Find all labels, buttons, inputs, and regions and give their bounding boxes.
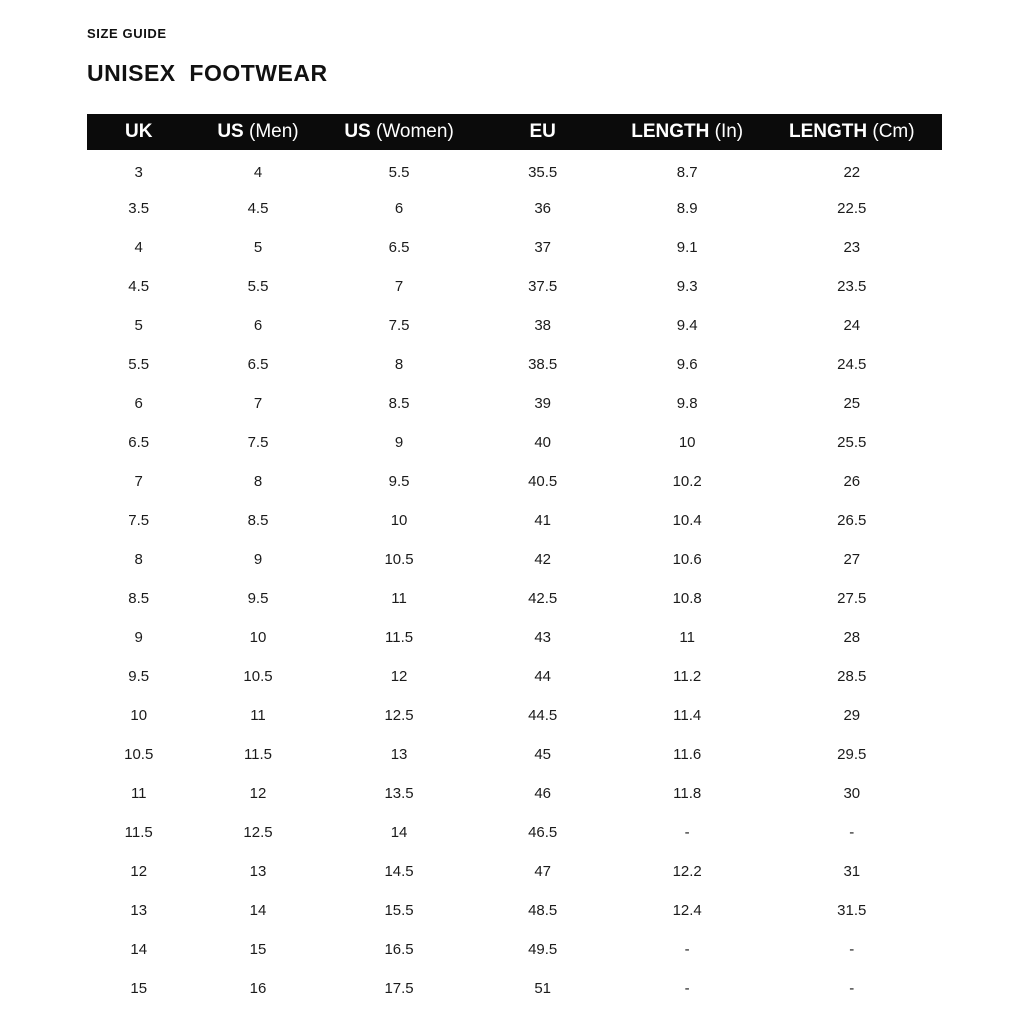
table-row [87, 267, 942, 306]
table-cell: 36 [534, 200, 552, 217]
table-cell: 9.8 [676, 395, 698, 412]
table-cell: 22.5 [837, 200, 867, 217]
table-cell: 12 [249, 785, 267, 802]
table-cell: 42.5 [528, 590, 558, 607]
column-header-uk [87, 114, 190, 150]
table-cell: 27.5 [837, 590, 867, 607]
table-cell: 6 [253, 317, 263, 334]
table-cell: 22 [843, 164, 861, 181]
table-cell: 43 [534, 629, 552, 646]
table-cell: 13 [390, 746, 408, 763]
table-row [87, 501, 942, 540]
table-cell: 25.5 [837, 434, 867, 451]
table-cell: 29 [843, 707, 861, 724]
table-cell: 8 [394, 356, 404, 373]
column-header-length-cm-label: LENGTH [788, 121, 868, 142]
table-cell: 10 [390, 512, 408, 529]
column-header-us-women-label: US [344, 121, 371, 142]
table-cell: 10 [249, 629, 267, 646]
table-row [87, 735, 942, 774]
table-cell: 9 [134, 629, 143, 646]
table-cell: 7 [253, 395, 263, 412]
table-cell: 31 [843, 863, 861, 880]
table-row [87, 618, 942, 657]
table-cell: 3 [134, 164, 143, 181]
table-cell: 11.4 [673, 707, 702, 724]
table-cell: 10.2 [672, 473, 702, 490]
column-header-length-cm: LENGTH (Cm) [788, 121, 915, 142]
table-cell: 46.5 [528, 824, 558, 841]
table-cell: 27 [843, 551, 861, 568]
table-cell: 28 [843, 629, 861, 646]
table-cell: 11.5 [243, 746, 273, 763]
table-cell: 10 [678, 434, 696, 451]
table-cell: 40 [534, 434, 552, 451]
table-cell: 42 [534, 551, 552, 568]
table-cell: 9 [394, 434, 404, 451]
table-cell: 12.5 [243, 824, 273, 841]
table-cell: 11.5 [385, 629, 414, 646]
table-cell: 6 [394, 200, 404, 217]
table-cell: 8.9 [676, 200, 698, 217]
table-cell: 26.5 [837, 512, 867, 529]
table-cell: 11 [130, 785, 147, 802]
table-row [87, 774, 942, 813]
table-row [87, 150, 942, 189]
table-cell: 38.5 [528, 356, 558, 373]
table-cell: 40.5 [528, 473, 558, 490]
table-cell: 11.2 [673, 668, 702, 685]
table-cell: 44 [534, 668, 552, 685]
table-cell: 23.5 [837, 278, 867, 295]
table-cell: 26 [843, 473, 861, 490]
table-cell: 38 [534, 317, 552, 334]
table-cell: 11 [250, 707, 266, 724]
table-cell: 8 [134, 551, 143, 568]
table-cell: 11 [679, 629, 695, 646]
table-cell: 5 [253, 239, 263, 256]
table-cell: 10.5 [243, 668, 273, 685]
table-cell: 15.5 [384, 902, 414, 919]
table-cell: - [849, 980, 855, 997]
table-cell: 7.5 [128, 512, 150, 529]
size-table [87, 114, 942, 1008]
table-cell: - [684, 980, 690, 997]
table-row [87, 306, 942, 345]
table-cell: 30 [843, 785, 861, 802]
table-cell: 10.4 [672, 512, 702, 529]
table-cell: 12.4 [672, 902, 702, 919]
table-cell: 9 [253, 551, 263, 568]
table-cell: 3.5 [128, 200, 150, 217]
table-cell: 12.5 [384, 707, 414, 724]
table-cell: 11.8 [673, 785, 702, 802]
table-cell: 6.5 [128, 434, 150, 451]
table-cell: 8.7 [676, 164, 698, 181]
table-cell: 7 [394, 278, 404, 295]
table-cell: 10 [130, 707, 148, 724]
table-cell: 24.5 [837, 356, 867, 373]
column-header-uk-label: UK [125, 121, 153, 142]
table-cell: 10.8 [672, 590, 702, 607]
column-header-us-women: US (Women) [344, 121, 454, 142]
table-cell: 45 [534, 746, 552, 763]
table-cell: 35.5 [528, 164, 558, 181]
table-cell: 13 [130, 902, 148, 919]
table-cell: 14 [390, 824, 408, 841]
table-row [87, 189, 942, 228]
table-cell: - [849, 941, 855, 958]
table-row [87, 930, 942, 969]
table-cell: - [849, 824, 855, 841]
table-cell: 39 [534, 395, 552, 412]
table-cell: 9.5 [247, 590, 269, 607]
table-row [87, 345, 942, 384]
table-cell: 5.5 [247, 278, 269, 295]
size-table-header [87, 114, 942, 150]
table-cell: 9.6 [676, 356, 698, 373]
table-cell: 31.5 [837, 902, 867, 919]
table-cell: 14 [249, 902, 267, 919]
table-cell: 16 [249, 980, 267, 997]
table-cell: 17.5 [384, 980, 414, 997]
table-cell: 23 [843, 239, 861, 256]
table-cell: 9.4 [676, 317, 698, 334]
table-cell: 10.5 [124, 746, 154, 763]
table-cell: 11.6 [673, 746, 702, 763]
table-cell: - [684, 941, 690, 958]
size-guide-label: SIZE GUIDE [87, 26, 167, 41]
table-cell: 41 [534, 512, 552, 529]
table-cell: 5.5 [388, 164, 410, 181]
table-cell: 13 [249, 863, 267, 880]
table-cell: - [684, 824, 690, 841]
table-row [87, 540, 942, 579]
table-cell: 4.5 [128, 278, 150, 295]
table-cell: 14.5 [384, 863, 414, 880]
header-row [87, 114, 942, 150]
table-cell: 6.5 [247, 356, 269, 373]
table-cell: 16.5 [384, 941, 414, 958]
table-cell: 29.5 [837, 746, 867, 763]
table-cell: 10.5 [384, 551, 414, 568]
table-row [87, 852, 942, 891]
table-cell: 37 [534, 239, 552, 256]
table-cell: 28.5 [837, 668, 867, 685]
table-cell: 11.5 [124, 824, 153, 841]
table-cell: 12.2 [672, 863, 702, 880]
table-cell: 7.5 [247, 434, 269, 451]
table-cell: 14 [130, 941, 148, 958]
table-row [87, 579, 942, 618]
table-row [87, 969, 942, 1008]
table-row [87, 657, 942, 696]
table-cell: 48.5 [528, 902, 558, 919]
table-cell: 11 [391, 590, 407, 607]
table-cell: 7 [134, 473, 143, 490]
table-cell: 7.5 [388, 317, 410, 334]
table-row [87, 696, 942, 735]
table-cell: 44.5 [528, 707, 558, 724]
table-cell: 9.5 [388, 473, 410, 490]
table-cell: 13.5 [384, 785, 414, 802]
table-cell: 12 [390, 668, 408, 685]
table-cell: 4 [134, 239, 143, 256]
column-header-eu-label: EU [529, 121, 556, 142]
column-header-us-men-label: US [217, 121, 244, 142]
table-cell: 15 [249, 941, 267, 958]
column-header-us-men: US (Men) [217, 121, 299, 142]
table-cell: 12 [130, 863, 148, 880]
table-cell: 8.5 [128, 590, 150, 607]
table-cell: 15 [130, 980, 148, 997]
table-cell: 49.5 [528, 941, 558, 958]
column-header-length-in-label: LENGTH [631, 121, 710, 142]
table-row [87, 384, 942, 423]
table-row [87, 813, 942, 852]
table-row [87, 462, 942, 501]
table-cell: 5.5 [128, 356, 150, 373]
table-cell: 10.6 [672, 551, 702, 568]
table-cell: 4.5 [247, 200, 269, 217]
table-cell: 9.1 [676, 239, 698, 256]
table-cell: 4 [253, 164, 263, 181]
size-table-body [87, 150, 942, 1008]
table-cell: 6 [134, 395, 143, 412]
table-cell: 46 [534, 785, 552, 802]
table-cell: 9.3 [676, 278, 698, 295]
table-cell: 24 [843, 317, 861, 334]
table-cell: 37.5 [528, 278, 558, 295]
table-row [87, 228, 942, 267]
table-cell: 47 [534, 863, 552, 880]
table-cell: 51 [534, 980, 552, 997]
page-title: UNISEX FOOTWEAR [87, 60, 328, 86]
table-cell: 8 [253, 473, 263, 490]
table-cell: 8.5 [247, 512, 269, 529]
column-header-eu [473, 114, 613, 150]
table-cell: 5 [134, 317, 143, 334]
table-row [87, 423, 942, 462]
table-cell: 8.5 [388, 395, 410, 412]
table-cell: 25 [843, 395, 861, 412]
table-row [87, 891, 942, 930]
table-cell: 6.5 [388, 239, 410, 256]
table-cell: 9.5 [128, 668, 150, 685]
column-header-length-in: LENGTH (In) [631, 121, 744, 142]
